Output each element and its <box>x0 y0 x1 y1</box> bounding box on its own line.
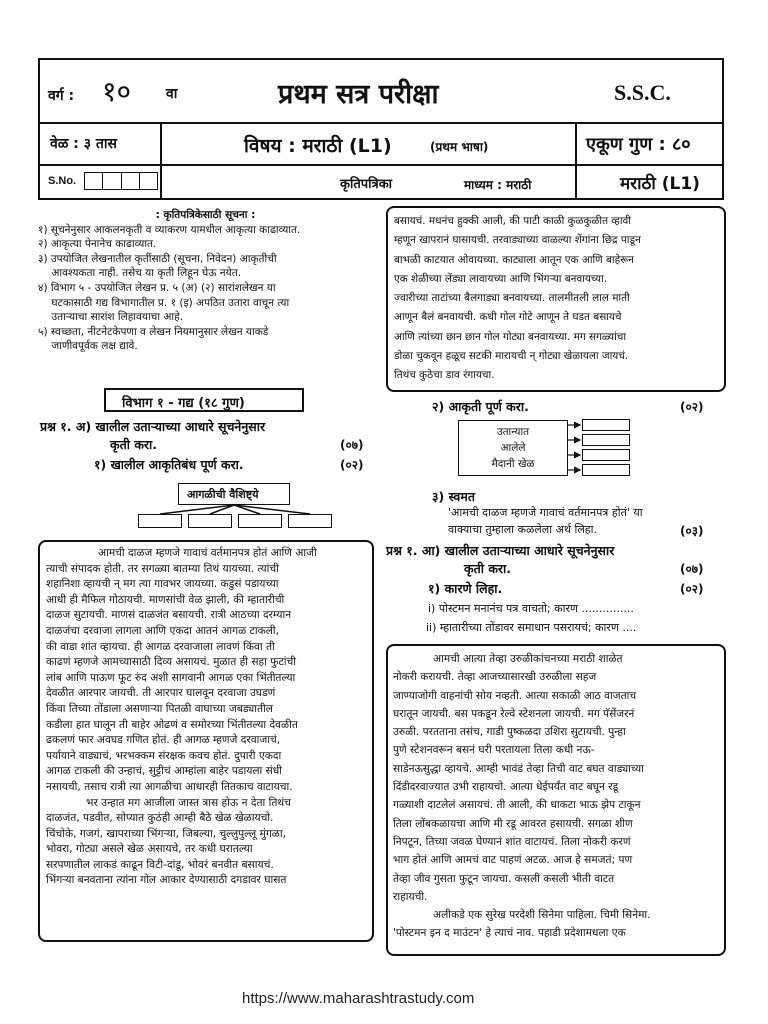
passage-line: भर उन्हात मग आजीला जास्त त्रास होऊ न देता तिथंच <box>86 796 291 809</box>
total-marks: एकूण गुण : ८० <box>586 134 691 155</box>
q1a-task1-marks: (०२) <box>340 458 364 472</box>
games-blank-box <box>582 434 630 446</box>
passage-line: सरपणातील लाकडं काढून विटी-दांडू, भोवरं बनवीत बसायचं. <box>46 858 274 871</box>
passage-line: चिंचोके, गजगं, खापराच्या भिंगऱ्या, जिबल्या, चुल्लुपुल्लू मुंगळा, <box>46 827 286 840</box>
passage-line: पर्यायाने वाड्याचं, भरभक्कम संरक्षक कवच होतं. दुपारी एकदा <box>46 749 282 762</box>
instruction-line: आवश्यकता नाही. तसेच या कृती लिहून घेऊ नयेत. <box>38 267 242 280</box>
passage-line: डोळा चुकवून हळूच सटकी मारायची न् गोट्या खेळायला जायचं. <box>394 350 629 363</box>
subject-label: विषय : मराठी (L1) <box>244 135 392 157</box>
task3-marks: (०३) <box>680 524 704 538</box>
class-value: १० <box>102 75 132 108</box>
passage-line: ज्वारीच्या ताटांच्या बैलगाड्या बनवायच्या. तालमीतली लाल माती <box>394 292 630 305</box>
passage-line: निपटून, तिच्या जवळ घेण्यानं शांत वाटायचं. तिला नोकरी करणं <box>393 835 631 848</box>
diagram-center-label: आगळीची वैशिष्ट्ये <box>187 488 259 501</box>
passage-line: पुणे स्टेशनवरून बसनं घरी परतायला तिला कधी नऊ- <box>393 744 595 757</box>
games-label-3: मैदानी खेळ <box>491 458 535 470</box>
passage-line: किंवा तिच्या तोंडाला असणाऱ्या पितळी वाघाच्या जबड्यातील <box>46 702 273 715</box>
passage-line: तेव्हा जीव गुसता फुटून जायचा. कसली कसली भीती वाटत <box>393 872 615 885</box>
passage-line: बसायचं. मधनंच हुक्की आली, की पाटी काळी कुळकुळीत व्हावी <box>394 215 631 227</box>
passage-line: आणि त्यांच्या छान छान गोल गोट्या बनवायच्या. मग सगळ्यांचा <box>394 330 627 343</box>
passage-line: 'पोस्टमन इन द माउंटन' हे त्याचं नाव. पहाडी प्रदेशामधला एक <box>393 927 626 940</box>
class-label: वर्ग : <box>48 88 75 104</box>
task2-label: २) आकृती पूर्ण करा. <box>432 399 529 414</box>
sno-label: S.No. <box>48 175 77 187</box>
passage-line: काढणं म्हणजे आमच्यासाठी दिव्य असायचं. मुळात ही सहा फुटांची <box>46 656 296 669</box>
task3-label: ३) स्वमत <box>432 489 475 504</box>
passage-line: त्याची संपादक होती. तर सगळ्या बातम्या तिथं यायच्या. त्यांची <box>46 562 279 575</box>
instruction-line: उताऱ्याचा सारांश लिहावयाचा आहे. <box>38 311 184 324</box>
passage-line: म्हणून खापरानं घासायची. तरवाड्याच्या वाळल्या शेंगांना छिद्र पाडून <box>394 234 641 247</box>
passage-line: आमची आत्या तेव्हा उरुळीकांचनच्या मराठी शाळेत <box>433 653 623 665</box>
passage-line: तिथंच कुठेचा डाव रंगायचा. <box>394 369 495 382</box>
passage-line: घरातून जायची. बस पकडून रेल्वे स्टेशनला जायची. मग पॅसेंजरनं <box>393 707 635 720</box>
passage-line: एक शेळीच्या लेंड्या लावायच्या आणि भिंगऱ्या बनवायच्या. <box>394 272 608 285</box>
passage-line: की वाडा शांत व्हायचा. ही आगळ दरवाजाला लावणं किंवा ती <box>46 640 275 653</box>
passage-line: गळ्याशी दाटलेलं असायचं. ती आली, की धाकटा भाऊ झेप टाकून <box>393 799 641 812</box>
passage-line: राहायची. <box>393 890 428 903</box>
instruction-line: जाणीवपूर्वक लक्ष द्यावे. <box>38 340 138 353</box>
medium-label: माध्यम : मराठी <box>464 178 532 192</box>
exam-title: प्रथम सत्र परीक्षा <box>278 79 439 110</box>
board-label: S.S.C. <box>614 80 671 105</box>
q1a-heading: प्रश्न १. अ) खालील उताऱ्याच्या आधारे सूचनेनुसार <box>40 419 266 434</box>
passage-line: भाग होतं आणि आमचं वाट पाहणं अटळ. आज हे समजतं; पण <box>393 854 633 867</box>
passage-line: देवळीत आरपार जायची. ती आरपार घालवून दरवाजा उघडणं <box>46 687 276 700</box>
q1aa-heading: प्रश्न १. आ) खालील उताऱ्याच्या आधारे सूचनेनुसार <box>386 543 615 558</box>
q1a-task1: १) खालील आकृतिबंध पूर्ण करा. <box>94 457 244 472</box>
passage-line: बाभळी काटयात ओवायच्या. काट्याला आतून एक आणि बाहेरून <box>394 253 634 266</box>
task2-marks: (०२) <box>680 400 704 414</box>
passage-line: आणून बैलं बनवायची. कधी गोल गोटे आणून ते घडत बसायचे <box>394 311 622 324</box>
reason-2: ii) म्हातारीच्या तोंडावर समाधान पसरायचं; कारण .... <box>426 621 637 634</box>
passage-2 <box>393 650 721 943</box>
games-label-2: आलेले <box>500 442 526 454</box>
q1a-heading-2: कृती करा. <box>110 437 158 452</box>
passage-line: भिंगऱ्या बनवताना त्यांना गोल आकार देण्यासाठी दगडावर घासत <box>46 874 287 887</box>
games-blank-box <box>582 464 630 476</box>
games-label-1: उतान्यात <box>496 426 530 438</box>
games-blank-box <box>582 449 630 461</box>
passage-line: दिंडीदरवाज्यात उभी राहायचो. आत्या धेईपर्यंत वाट बघून रडू <box>393 781 619 794</box>
task3-text: 'आमची दाळज म्हणजे गावाचं वर्तमानपत्र होतं' या <box>448 506 643 519</box>
reason-1: i) पोस्टमन मनानंच पत्र वाचतो; कारण ............... <box>428 602 634 615</box>
instruction-line: १) सूचनेनुसार आकलनकृती व व्याकरण यामधील आकृत्या काढाव्यात. <box>38 223 301 236</box>
subject-note: (प्रथम भाषा) <box>430 140 489 154</box>
instruction-line: ५) स्वच्छता, नीटनेटकेपणा व लेखन नियमानुसार लेखन याकडे <box>38 325 269 338</box>
passage-line: तिला लोंबकळायचा आणि मी रडू आवरत हसायची. सगळा शीण <box>393 817 633 830</box>
passage-line: साडेनऊसुद्धा व्हायचे. आम्ही भावंडं तेव्हा तिची वाट बघत वाड्याच्या <box>393 762 644 775</box>
passage-line: दाळजंचा दरवाजा लागला आणि एकदा आतनं आगळ टाकली, <box>46 624 280 637</box>
passage-line: दाळजंत, पडवीत, सोप्यात कुठंही आम्ही बैठे खेळ खेळायचो. <box>46 812 274 825</box>
passage-line: आगळ टाकली की उन्हाचं, सुट्टीचं आम्हांला बाहेर पडायला संधी <box>46 765 283 778</box>
passage-line: कडीला हात घालून ती बाहेर ओढणं व समोरच्या भिंतीतल्या देवळीत <box>46 718 298 731</box>
instructions-heading: : कृतिपत्रिकेसाठी सूचना : <box>155 209 256 221</box>
games-blank-box <box>582 419 630 431</box>
passage-line: शहानिशा व्हायची न् मग त्या गावभर जायच्या. कडुसं पडायच्या <box>46 578 279 591</box>
passage-line: उरुळी. परतताना तसंच, गाडी पुष्कळदा उशिरा सुटायची. पुन्हा <box>393 726 626 739</box>
passage-line: आधी ही मैफिल गोठायची. माणसांची वेळ झाली, की म्हातारीची <box>46 593 285 606</box>
passage-line: ढकलणं फार अवघड गणित होतं. ही आगळ म्हणजे दरवाजाचं, <box>46 734 281 747</box>
passage-line: लांब आणि पाऊण फूट रुंद अशी सागवानी आगळ एका भिंतीतल्या <box>46 671 296 684</box>
instruction-line: २) आकृत्या पेनानेच काढाव्यात. <box>38 238 157 251</box>
q1aa-task1: १) कारणे लिहा. <box>428 581 503 596</box>
passage-line: दाळज सुटायची. माणसं दाळजंत बसायची. रात्री आठच्या दरम्यान <box>46 609 292 622</box>
class-suffix: वा <box>166 86 178 102</box>
footer-url[interactable]: https://www.maharashtrastudy.com <box>242 990 475 1007</box>
passage-line: भोवरा, गोट्या असले खेळ असायचे, तर कधी घरातल्या <box>46 843 253 856</box>
passage-line: नसायची, तसाच रात्री त्या आगळीचा आधारही तितकाच वाटायचा. <box>46 780 293 793</box>
q1aa-task1-marks: (०२) <box>680 582 704 596</box>
subject-code: मराठी (L1) <box>620 174 700 194</box>
section-title: विभाग १ - गद्य (१८ गुण) <box>122 396 245 411</box>
instruction-line: ४) विभाग ५ - उपयोजित लेखन प्र. ५ (अ) (२) सारांशलेखन या <box>38 281 276 294</box>
instruction-line: ३) उपयोजित लेखनातील कृतींसाठी (सूचना, निवेदन) आकृतीची <box>38 252 277 265</box>
q1aa-heading-2: कृती करा. <box>464 561 512 576</box>
paper-type: कृतिपत्रिका <box>340 177 393 192</box>
q1a-marks: (०७) <box>340 438 364 452</box>
task3-text-2: वाक्याचा तुम्हाला कळलेला अर्थ लिहा. <box>448 523 597 536</box>
passage-line: जाण्याजोगी वाहनांची सोय नव्हती. आत्या सकाळी आठ वाजताच <box>393 689 637 702</box>
passage-line: अलीकडे एक सुरेख परदेशी सिनेमा पाहिला. चिमी सिनेमा. <box>433 909 651 922</box>
time-label: वेळ : ३ तास <box>50 136 117 152</box>
passage-line: नोकरी करायची. तेव्हा आजच्यासारखी उरुळीला सहज <box>393 671 597 684</box>
instruction-line: घटकासाठी गद्य विभागातील प्र. १ (इ) अपठित उतारा वाचून त्या <box>38 296 290 309</box>
passage-line: आमची दाळज म्हणजे गावाचं वर्तमानपत्र होतं आणि आजी <box>98 547 317 559</box>
q1aa-marks: (०७) <box>680 562 704 576</box>
